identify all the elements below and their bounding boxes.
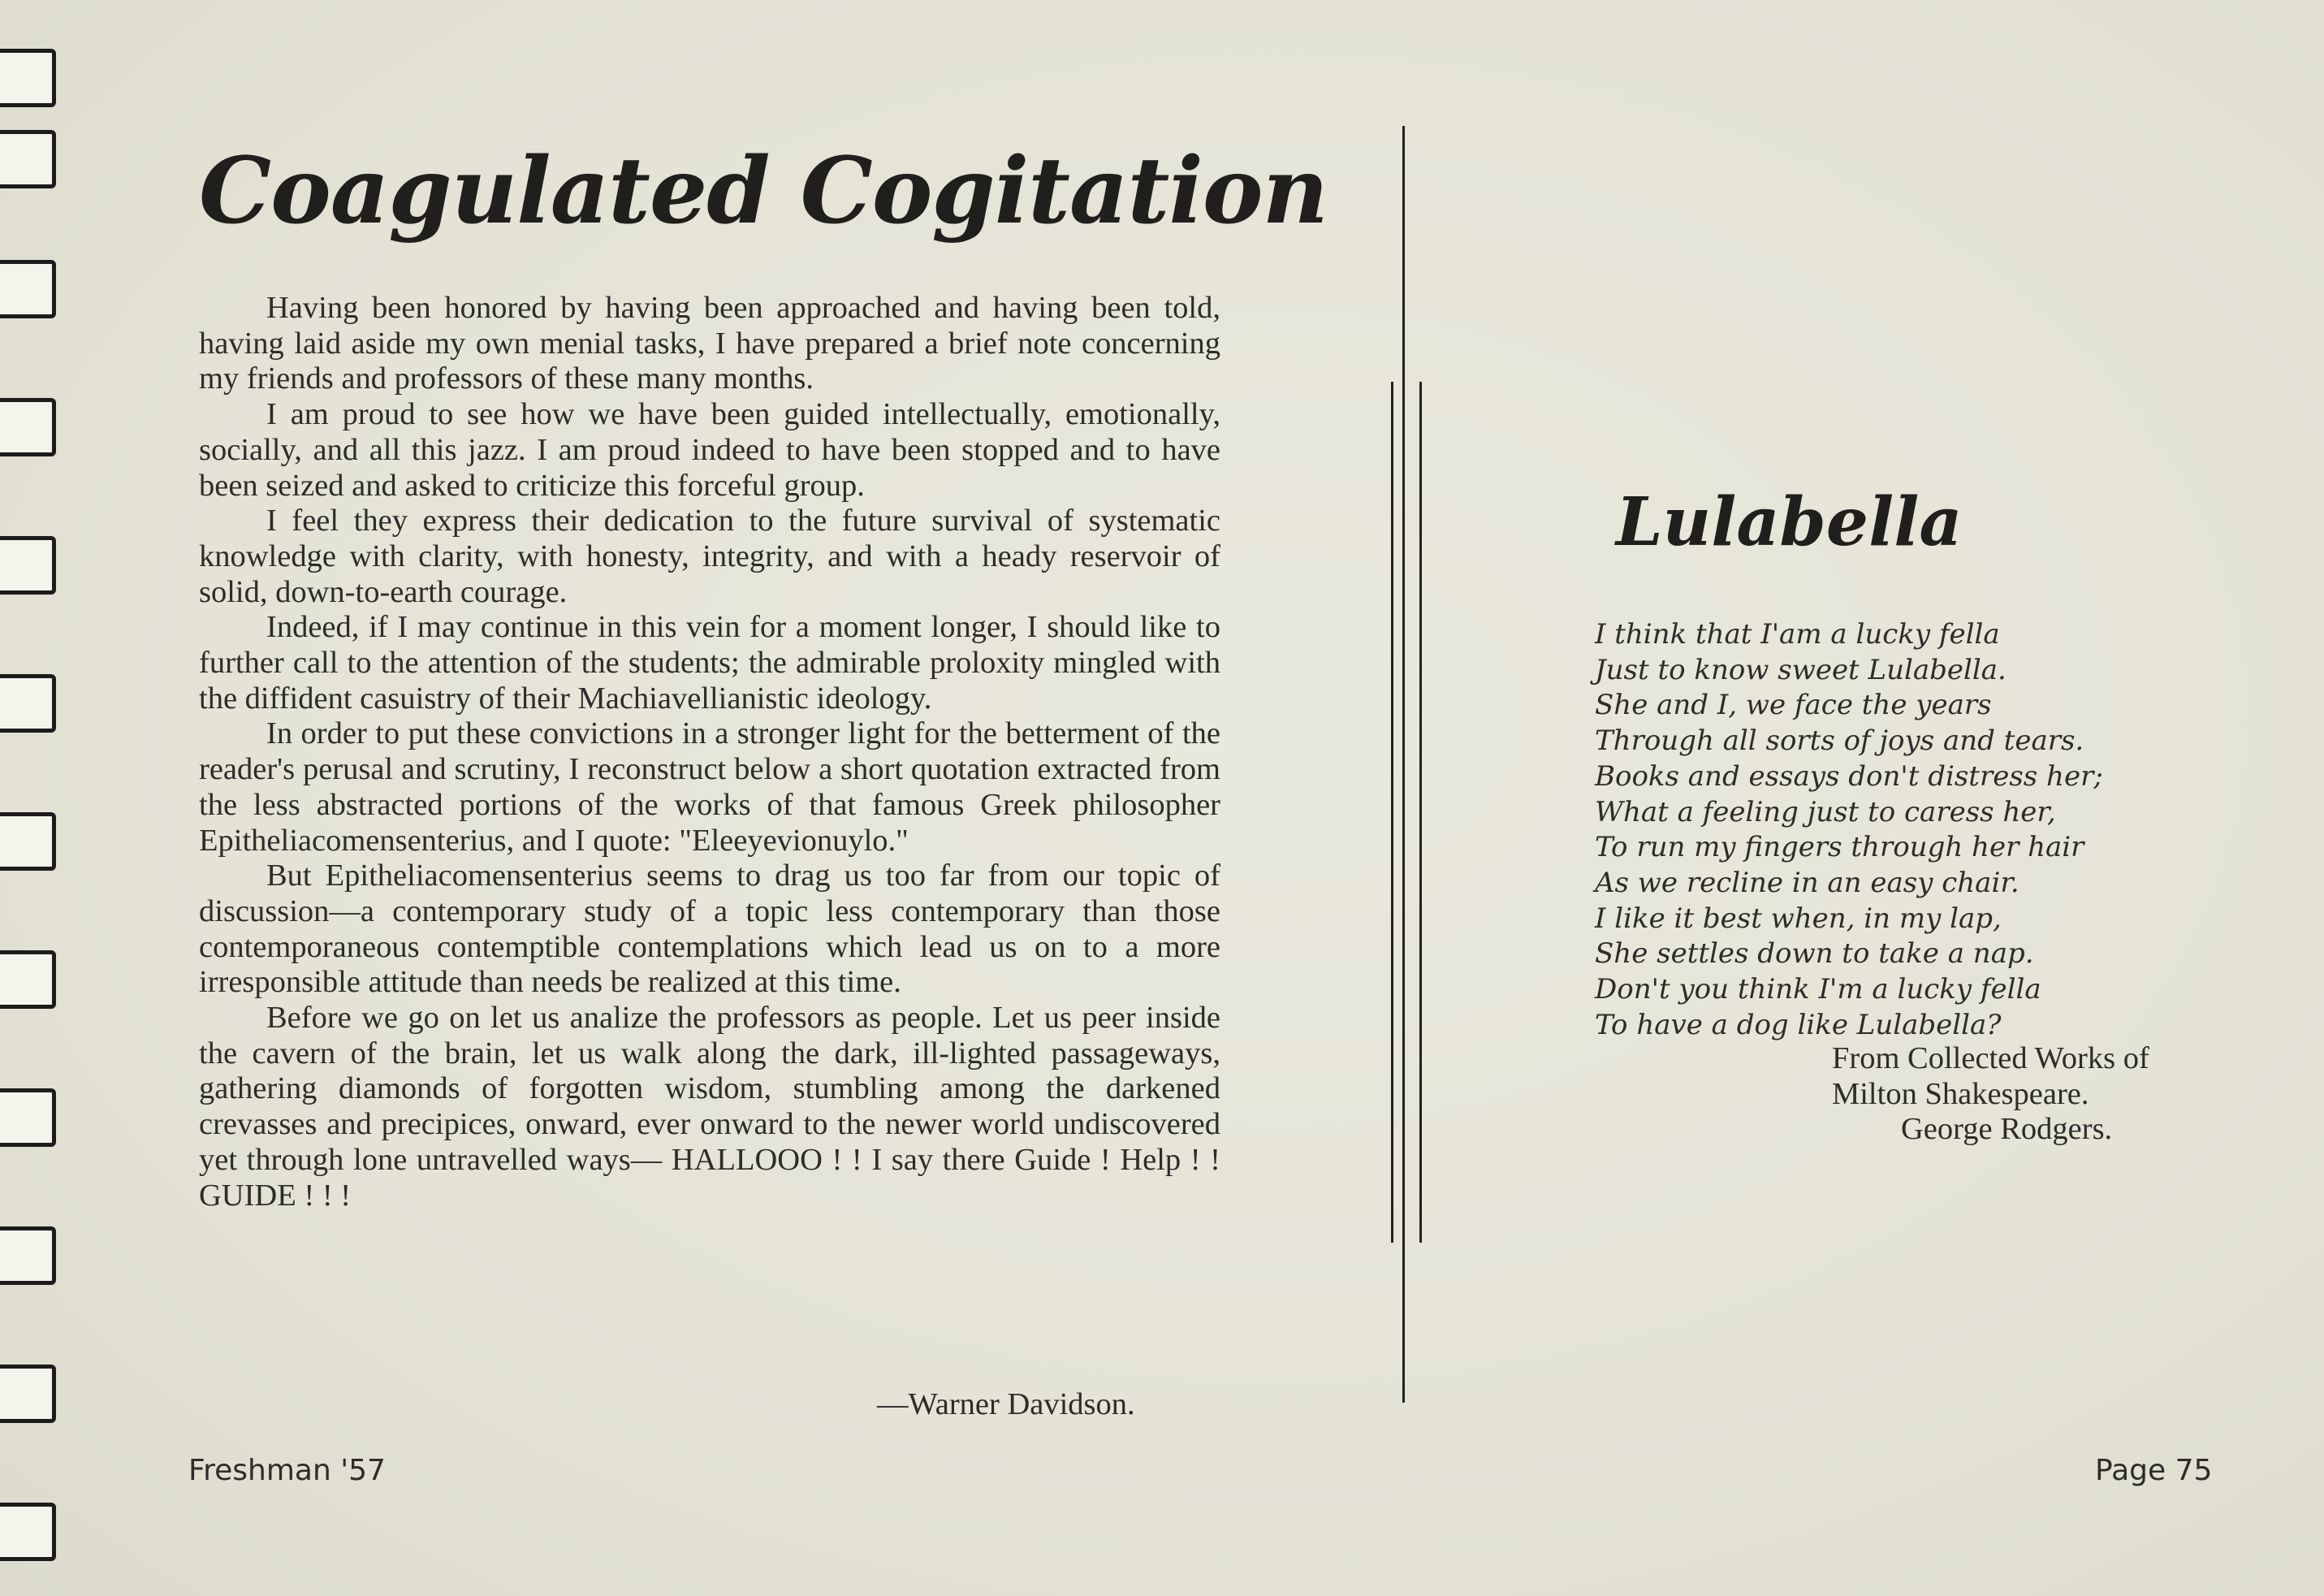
binding-ring	[0, 130, 56, 188]
binding-ring	[0, 950, 56, 1009]
poem-line: Don't you think I'm a lucky fella	[1595, 973, 2041, 1006]
poem-line: Just to know sweet Lulabella.	[1595, 653, 2007, 686]
poem-line: Books and essays don't distress her;	[1595, 759, 2103, 793]
article-paragraph: Indeed, if I may continue in this vein for a moment longer, I should like to further call to the attention of the students; the admirable proloxity mingled with the diffident casuistry of their Machiavellianistic ideology.	[199, 610, 1220, 716]
column-divider	[1419, 382, 1422, 1243]
column-divider	[1391, 382, 1393, 1243]
credit-line: From Collected Works of	[1832, 1041, 2149, 1075]
binding-ring	[0, 812, 56, 871]
binding-ring	[0, 1503, 56, 1561]
poem-title: Lulabella	[1616, 483, 1963, 561]
poem-line: To have a dog like Lulabella?	[1595, 1008, 2002, 1041]
binding-ring	[0, 1088, 56, 1147]
poem-line: As we recline in an easy chair.	[1595, 866, 2019, 899]
column-divider	[1402, 126, 1405, 1403]
poem-line: What a feeling just to caress her,	[1595, 795, 2056, 828]
article-paragraph: I feel they express their dedication to the future survival of systematic knowledge with clarity, with honesty, integrity, and with a heady reservoir of solid, down-to-earth courage.	[199, 504, 1220, 609]
footer-publication: Freshman '57	[188, 1454, 386, 1487]
binding-ring	[0, 674, 56, 733]
poem-line: I think that I'am a lucky fella	[1595, 618, 2000, 651]
poem-line: She settles down to take a nap.	[1595, 937, 2034, 971]
page-number: Page 75	[2095, 1454, 2213, 1487]
spiral-binding	[0, 0, 73, 1596]
binding-ring	[0, 1226, 56, 1285]
binding-ring	[0, 49, 56, 107]
binding-ring	[0, 536, 56, 595]
article-paragraph: In order to put these convictions in a stronger light for the betterment of the reader's perusal and scrutiny, I reconstruct below a short quotation extracted from the less abstracted portions of the works of that famous Greek philosopher Epitheliacomensenterius, and I quote: "Eleeyevionuylo."	[199, 716, 1220, 858]
binding-ring	[0, 260, 56, 318]
poem-lines	[1595, 617, 2103, 1043]
article-paragraph: Having been honored by having been approached and having been told, having laid aside my own menial tasks, I have prepared a brief note concerning my friends and professors of these many months.	[199, 291, 1220, 396]
article-paragraph: Before we go on let us analize the professors as people. Let us peer inside the cavern of the brain, let us walk along the dark, ill-lighted passageways, gathering diamonds of forgotten wisdom, stumbling among the darkened crevasses and precipices, onward, ever onward to the newer world undiscovered yet through lone untravelled ways— HALLOOO ! ! I say there Guide ! Help ! ! GUIDE ! ! !	[199, 1001, 1220, 1213]
article-title: Coagulated Cogitation	[199, 138, 1328, 244]
article-body	[199, 291, 1220, 1213]
article-author: —Warner Davidson.	[877, 1387, 1135, 1421]
poem-line: I like it best when, in my lap,	[1595, 902, 2002, 935]
binding-ring	[0, 398, 56, 456]
article-paragraph: I am proud to see how we have been guided intellectually, emotionally, socially, and all this jazz. I am proud indeed to have been stopped and to have been seized and asked to criticize this forceful group.	[199, 397, 1220, 503]
binding-ring	[0, 1365, 56, 1423]
credit-line: Milton Shakespeare.	[1832, 1076, 2089, 1111]
poem-line: She and I, we face the years	[1595, 689, 1992, 722]
poem-credits	[1832, 1041, 2149, 1148]
article-paragraph: But Epitheliacomensenterius seems to drag us too far from our topic of discussion—a contemporary study of a topic less contemporary than those contemporaneous contemptible contemplations which lead us on to a more irresponsible attitude than needs be realized at this time.	[199, 859, 1220, 1000]
poem-line: To run my fingers through her hair	[1595, 831, 2084, 864]
poem-author: George Rodgers.	[1901, 1112, 2113, 1147]
poem-line: Through all sorts of joys and tears.	[1595, 724, 2084, 758]
